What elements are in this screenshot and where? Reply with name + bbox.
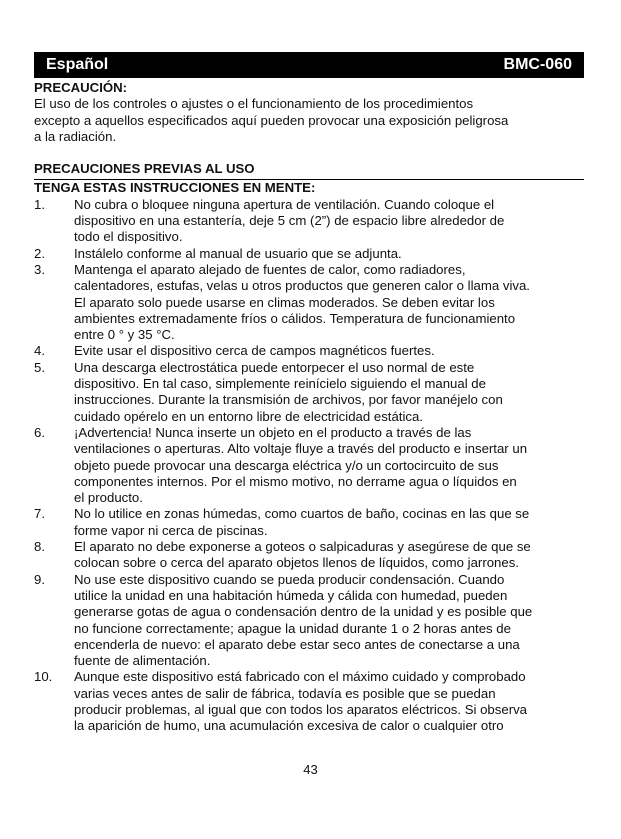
item-number: 3.: [34, 261, 45, 277]
item-line: Mantenga el aparato alejado de fuentes de calor, como radiadores,: [74, 261, 466, 277]
item-line: ¡Advertencia! Nunca inserte un objeto en el producto a través de las: [74, 424, 472, 440]
item-line: instrucciones. Durante la transmisión de archivos, por favor manéjelo con: [74, 392, 503, 408]
item-number: 6.: [34, 424, 45, 440]
page-number: 43: [303, 762, 318, 777]
caution-line: El uso de los controles o ajustes o el funcionamiento de los procedimientos: [34, 96, 474, 112]
item-line: calentadores, estufas, velas u otros productos que generen calor o llama viva.: [74, 278, 530, 294]
precaution-item: [34, 246, 584, 262]
item-line: Evite usar el dispositivo cerca de campos magnéticos fuertes.: [74, 343, 435, 359]
item-line: generarse gotas de agua o condensación dentro de la unidad y es posible que: [74, 604, 533, 620]
item-line: El aparato no debe exponerse a goteos o salpicaduras y asegúrese de que se: [74, 539, 531, 555]
precaution-item: [34, 262, 584, 343]
caution-line: excepto a aquellos especificados aquí pueden provocar una exposición peligrosa: [34, 112, 509, 128]
item-line: la aparición de humo, una acumulación excesiva de calor o cualquier otro: [74, 718, 504, 734]
item-line: No lo utilice en zonas húmedas, como cuartos de baño, cocinas en las que se: [74, 506, 530, 522]
item-line: No use este dispositivo cuando se pueda producir condensación. Cuando: [74, 571, 505, 587]
precaution-item: [34, 425, 584, 506]
item-text: [74, 506, 584, 539]
item-text: [74, 669, 584, 734]
item-line: No cubra o bloquee ninguna apertura de ventilación. Cuando coloque el: [74, 196, 495, 212]
precaution-item: [34, 539, 584, 572]
language-label: Español: [46, 56, 109, 73]
item-line: dispositivo en una estantería, deje 5 cm (2”) de espacio libre alrededor de: [74, 213, 505, 229]
item-number: 1.: [34, 196, 45, 212]
item-line: objeto puede provocar una descarga eléctrica y/o un cortocircuito de sus: [74, 457, 499, 473]
header-bar: [34, 52, 584, 78]
precaution-item: [34, 572, 584, 670]
item-line: entre 0 ° y 35 °C.: [74, 327, 175, 343]
item-line: forme vapor ni cerca de piscinas.: [74, 522, 268, 538]
item-line: Una descarga electrostática puede entorpecer el uso normal de este: [74, 359, 475, 375]
item-line: cuidado opérelo en un entorno libre de electricidad estática.: [74, 408, 423, 424]
item-line: fuente de alimentación.: [74, 653, 211, 669]
item-line: componentes internos. Por el mismo motivo, no derrame agua o líquidos en: [74, 473, 517, 489]
item-line: ambientes extremadamente fríos o cálidos. Temperatura de funcionamiento: [74, 310, 516, 326]
item-line: todo el dispositivo.: [74, 229, 183, 245]
item-line: varias veces antes de salir de fábrica, todavía es posible que se puedan: [74, 685, 496, 701]
spacer: [34, 145, 584, 161]
item-line: Instálelo conforme al manual de usuario que se adjunta.: [74, 245, 402, 261]
precautions-list: [34, 197, 584, 735]
precaution-item: [34, 360, 584, 425]
item-number: 5.: [34, 359, 45, 375]
item-line: dispositivo. En tal caso, simplemente reinícielo siguiendo el manual de: [74, 376, 486, 392]
item-text: [74, 246, 584, 262]
item-text: [74, 425, 584, 506]
caution-title: PRECAUCIÓN:: [34, 80, 128, 95]
caution-line: a la radiación.: [34, 128, 117, 144]
precautions-subtitle: TENGA ESTAS INSTRUCCIONES EN MENTE:: [34, 180, 316, 196]
item-number: 4.: [34, 343, 45, 359]
item-line: utilice la unidad en una habitación húmeda y cálida con humedad, pueden: [74, 587, 508, 603]
item-number: 9.: [34, 571, 45, 587]
precaution-item: [34, 197, 584, 246]
item-number: 2.: [34, 245, 45, 261]
item-line: encenderla de nuevo: el aparato debe estar seco antes de conectarse a una: [74, 636, 520, 652]
precaution-item: [34, 669, 584, 734]
item-number: 8.: [34, 539, 45, 555]
item-text: [74, 197, 584, 246]
item-line: El aparato solo puede usarse en climas moderados. Se deben evitar los: [74, 294, 495, 310]
precaution-item: [34, 506, 584, 539]
item-text: [74, 360, 584, 425]
model-label: BMC-060: [503, 56, 572, 73]
precautions-title: PRECAUCIONES PREVIAS AL USO: [34, 161, 255, 177]
item-line: colocan sobre o cerca del aparato objetos llenos de líquidos, como jarrones.: [74, 555, 519, 571]
item-text: [74, 262, 584, 343]
item-text: [74, 572, 584, 670]
item-line: no funcione correctamente; apague la unidad durante 1 o 2 horas antes de: [74, 620, 511, 636]
item-line: ventilaciones o aperturas. Alto voltaje fluye a través del producto e insertar un: [74, 441, 528, 457]
item-text: [74, 343, 584, 359]
item-line: Aunque este dispositivo está fabricado con el máximo cuidado y comprobado: [74, 669, 526, 685]
caution-section: [34, 80, 584, 145]
item-line: el producto.: [74, 490, 143, 506]
item-text: [74, 539, 584, 572]
item-line: producir problemas, al igual que con todos los aparatos eléctricos. Si observa: [74, 701, 528, 717]
precaution-item: [34, 343, 584, 359]
item-number: 7.: [34, 506, 45, 522]
manual-page: [34, 52, 584, 735]
item-number: 10.: [34, 669, 53, 685]
